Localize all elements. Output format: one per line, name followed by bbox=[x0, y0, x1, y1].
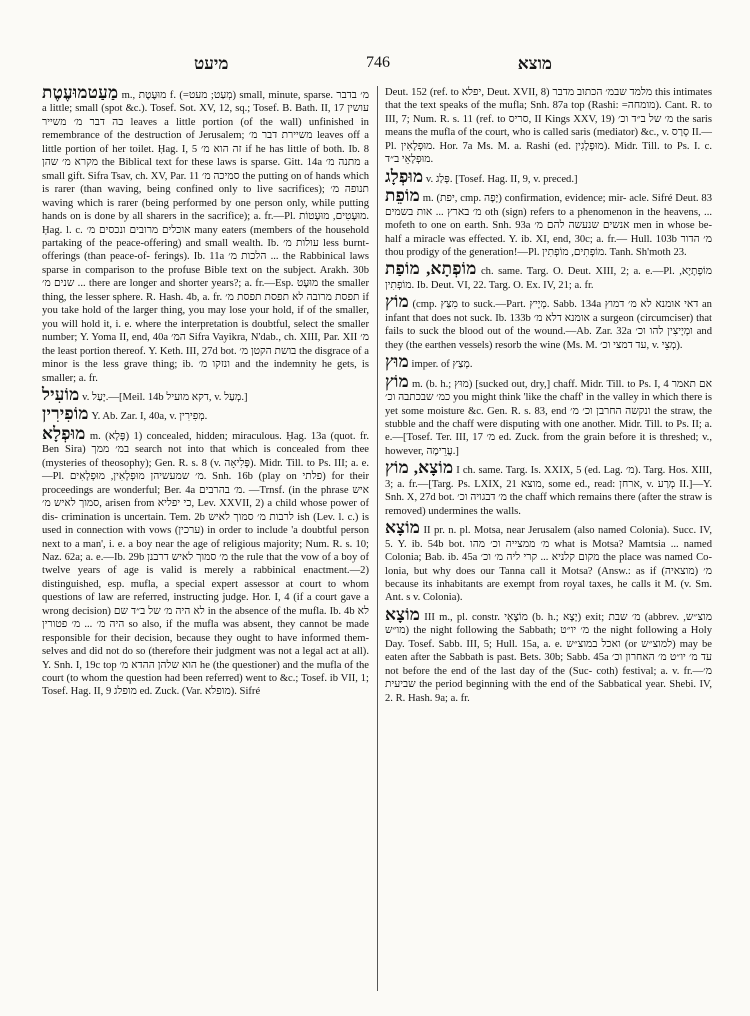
entry-text-line: special expert assessor at court to whom questions of law bbox=[42, 578, 369, 604]
dictionary-entry bbox=[385, 352, 712, 372]
entry-text-line: order to include 'a doubtful person next to a man', i. e. bbox=[42, 525, 369, 550]
entry-text-line: half a miracle was effected. Y. ib. XI, end, 30c; a. fr.— bbox=[385, 233, 628, 245]
entry-headword: מוֹפֵת bbox=[385, 186, 420, 206]
dictionary-entry bbox=[42, 423, 370, 699]
dictionary-entry bbox=[42, 384, 369, 404]
entry-text-line: (cmp. מִצַּץ to suck.—Part. מְיָיץ. Sabb. 134a דאי bbox=[412, 299, 699, 311]
entry-text-line: כי יפליא, Lev. XXVII, 2) a child whose power of dis- bbox=[42, 498, 369, 523]
entry-text-line: selves and did not do so (therefore their judgment was bbox=[42, 646, 276, 658]
entry-text-line: VII, 1; Tosef. Hag. II, 9 מופלג ed. Zuck. (Var. מופלא). Sifré bbox=[42, 673, 369, 698]
entry-text-line: what is Motsa? Mamtsia ... named Colonia; Bab. ib. 45a bbox=[385, 538, 712, 564]
entry-text-line: m. (יפת, cmp. יָפָה) confirmation, evidence; mir- bbox=[422, 193, 627, 205]
entry-text-line: ch. same. Targ. O. Deut. XIII, 2; a. bbox=[480, 266, 641, 278]
entry-text-line: לא תפסת תפסת מ׳ if you take hold of the larger thing, bbox=[42, 291, 370, 317]
entry-text-line: מ׳ יו״ט the night following a Holy Day. Tosef. Sabb. III, bbox=[385, 625, 712, 650]
entry-text-line: waving, being confined only to live sacrifices); תנופה מ׳ bbox=[107, 184, 369, 196]
entry-text-line: v. פְּלַג. [Tosef. Hag. II, 9, v. preced.] bbox=[425, 173, 578, 185]
entry-text-line: Hash. 9a; a. fr. bbox=[407, 692, 470, 704]
entry-text-line: מ׳ האחרון וכ׳ not before the end of the last day of the (Suc- bbox=[385, 652, 667, 677]
entry-text-line: a boy near the age of religious majority; Num. R. s. 10; bbox=[128, 538, 369, 550]
entry-text-line: אומנא דלא מ׳ a surgeon (circumciser) that fails to suck the blood bbox=[385, 312, 713, 338]
entry-text-line: Y. Keth. III, 27d bot. בושת הקטן מ׳ the disgrace of a minor bbox=[42, 345, 369, 371]
entry-text-line: the wall) unfinished in remembrance of the destruction bbox=[42, 116, 369, 142]
entry-text-line: sparse in comparison to the profuse Bible text on the bbox=[42, 264, 280, 276]
entry-text-line: Gitt. 14a מתנה מ׳ a small gift. Sifra Tsav, ch. XV, Par. 11 bbox=[42, 157, 369, 182]
header-left-word: מיעט bbox=[194, 54, 229, 73]
entry-text-line: you may lose your hold, if of the smaller, you will hold bbox=[42, 305, 369, 330]
entry-text-line: only, while putting hands on is done by all sharers in bbox=[42, 197, 369, 223]
entry-text-line: Deut. 152 (ref. to יפלא, Deut. XVII, 8) מלמד שבמ׳ הכתוב bbox=[385, 87, 653, 98]
entry-text-line: of Jerusalem; משיירת דבר מ׳ leaves off a little portion of bbox=[42, 130, 369, 155]
entry-headword: מוֹפְתָא, מוֹפַת bbox=[385, 259, 477, 279]
entry-text-line: gets, is smaller; a. fr. bbox=[42, 359, 369, 384]
entry-text-line: to Ps. I, 4 אם תאמר כמ׳ שבכתבה וכ׳ you might think 'like bbox=[385, 378, 713, 404]
entry-text-line: which is concealed from thee (mysteries of theosophy); bbox=[42, 444, 369, 469]
entry-text-line: smaller number; Y. Yoma II, end, 40a המ׳ Sifra Vayikra, bbox=[42, 318, 369, 344]
entry-text-line: מ׳ שמעשיהן מוּפְלָאִין, מוּפְלָאִים. Snh. 16b (play on פלתי) for bbox=[69, 471, 344, 483]
entry-text-line: 5; Hull. 15a, a. e. ואכל במוצ״ש (or למוצ״ש) may be eaten bbox=[385, 638, 712, 664]
entry-text-line: their proceedings are wonderful; Ber. 4a מ׳ בהרבים. bbox=[42, 471, 369, 496]
entry-text-line: out of the wound.—Ab. Zar. 32a ומְיָיצִין להו וכ׳ and they bbox=[385, 326, 712, 351]
entry-text-line: from the grain before it is threshed; v., however, עֲרֵימָה.] bbox=[385, 432, 712, 457]
entry-text-line: with the end of the Sabbatical year. Shebi. IV, 2. R. bbox=[385, 679, 712, 704]
entry-text-line: &c. Gen. R. s. 83, end ונקשה החרבן וכ׳ מ׳ the straw, the bbox=[468, 405, 712, 417]
entry-text-line: אומנא לא מ׳ דמוץ an infant that does not suck. Ib. 133b bbox=[385, 299, 712, 324]
entry-text-line: a wrong decision) לא היה מ׳ של ב״ד שם in the absence of bbox=[42, 592, 369, 617]
entry-text-line: e.—Pl. מוֹפְתָיָא, מוֹפְתִין. Ib. Deut. VI, 22. Targ. O. Ex. IV, bbox=[385, 266, 713, 291]
entry-text-line: imper. of מְצַץ. bbox=[411, 359, 473, 371]
entry-text-line: 21; a. fr. bbox=[558, 279, 594, 291]
dictionary-entry bbox=[385, 371, 713, 459]
entry-text-line: Y. Ab. Zar. I, 40a, v. מְפִירִין. bbox=[91, 411, 208, 423]
entry-headword: מוֹצָא, מוֹץ bbox=[385, 458, 454, 478]
entry-text-line: מ׳). Targ. Hos. XIII, 3; a. fr.—[Targ. Ps. LXIX, 21 מוצא, bbox=[385, 465, 712, 490]
entry-text-line: מקום קלניא ... קרי ליה מ׳ וכ׳ the place was named Co- bbox=[480, 552, 712, 564]
entry-text-line: it, i. e. where the interpretation is doubtful, select the bbox=[103, 318, 335, 330]
entry-text-line: their decision, because they ought to have informed them- bbox=[110, 632, 369, 644]
entry-text-line: Midr. Till. to Ps. II; a. e.—[Tosef. Ter. III, 17 מ׳ ed. Zuck. bbox=[385, 418, 712, 444]
entry-text-line: earth. Snh. 93a אנשים שנעשה להם מ׳ men in whose be- bbox=[464, 220, 713, 232]
entry-text-line: the saris means the mufla of the court, who is called bbox=[385, 113, 712, 139]
column-divider bbox=[377, 86, 378, 991]
page-number: 746 bbox=[366, 54, 390, 71]
entry-headword: מַעַטמוּעֶטֶת bbox=[42, 83, 119, 102]
header-right-word: מוצא bbox=[517, 54, 552, 73]
entry-text-line: and shorter years?; a. fr.—Esp. מוּעָט the smaller bbox=[160, 278, 369, 290]
entry-text-line: from royal taxes, he calls it M. (v. Sm. Ant. s v. Colonia). bbox=[385, 578, 712, 604]
entry-text-line: R. s. 11 (ref. to סריס, II Kings XXV, 19) מ׳ של ב״ד וכ׳ bbox=[439, 113, 674, 125]
entry-text-line: Naz. 62a; a. e.—Ib. 29b מ׳ סמוך לאיש דרבנן the rule that bbox=[42, 551, 283, 563]
entry-text-line: (the earthen vessels) resorb the wine (Ms. M. עד דמצי bbox=[405, 339, 647, 351]
entry-text-line: ferings). Ib. 11a הלכות מ׳ ... the Rabbinical laws bbox=[154, 251, 370, 263]
entry-text-line: not a legal act at all). Y. Snh. I, 19c top הוא שלהן ההדא bbox=[42, 646, 369, 671]
entry-text-line: Hull. 103b מ׳ הדור thou prodigy of the generation!—Pl. bbox=[385, 233, 712, 258]
entry-headword: מוֹץ bbox=[385, 292, 409, 312]
entry-text-line: wealth. Ib. עולות מ׳ less burnt-offerings (than peace-of- bbox=[42, 237, 369, 263]
entry-text-line: acle. Sifré Deut. 83 מ׳ בארץ ... אות בשמים oth (sign) refers bbox=[385, 193, 712, 218]
entry-text-line: saris (mediator) &c., v. סְרַס II.—Pl. מוּפְלָאִין. Hor. 7a Ms. bbox=[385, 127, 713, 152]
entry-text-line: וכ׳, v. מְצֵי). bbox=[600, 339, 683, 351]
dictionary-entry bbox=[42, 404, 369, 424]
entry-text-line: m. (b. h.; מוּץ) [sucked out, dry,] chaff. Midr. Till. bbox=[411, 378, 625, 390]
entry-headword: מוֹצָא bbox=[385, 604, 421, 624]
entry-text-line: thing, the lesser sphere. R. Hash. 4b, a. fr. תפסת מרובה bbox=[42, 291, 360, 303]
entry-text-line: m., מוּעֶטֶת f. (=מְעַט; מעט) small, minute, sparse. bbox=[121, 90, 333, 101]
dictionary-entry bbox=[385, 292, 713, 352]
entry-text-line: the sacrifice); a. fr.—Pl. מוּעָטִים, מוּעָטוֹת. Ḥag. l. c. bbox=[42, 211, 370, 236]
entry-text-line: אוכלים מרובים ונכסים מ׳ many eaters (members of the bbox=[86, 224, 322, 236]
entry-text-line: are referred, instructing judge. Hor. I, 4 (if a court gave bbox=[117, 592, 361, 604]
right-column bbox=[385, 86, 712, 886]
entry-text-line: her toilet. Ḥag. I, 5 זה הוא מ׳ if he has little of both. Ib. 8 bbox=[112, 143, 370, 155]
entry-text-line: מ׳ דבגויה וכ׳ the chaff which remains there (after the bbox=[457, 492, 677, 504]
entry-text-line: שבת (abbrev. מוצ״ש, מו״ש) the night following the Sabbath; bbox=[385, 611, 712, 637]
entry-headword: מוּפְלָג bbox=[385, 166, 424, 186]
entry-text-line: מ׳ (מוצאיה) because its inhabitants are exempt bbox=[385, 565, 712, 590]
entry-text-line: —Trnsf. (in the phrase איש סמוך לאיש מ׳, arisen from bbox=[42, 484, 369, 510]
entry-headword: מוֹצָא bbox=[385, 518, 421, 538]
entry-text-line: coth) festival; a. v. fr.—מ׳ שביעית the period beginning bbox=[385, 665, 712, 691]
entry-text-line: lonia, but why does our Tanna call it Motsa? (Answ.: as if bbox=[385, 565, 657, 577]
entry-text-line: Snh. 87a top (Rashi: =מומחה). Cant. R. to III, 7; Num. bbox=[385, 100, 713, 125]
entry-text-line: subject. Arakh. 30b שנים מ׳ ... there are longer bbox=[42, 264, 369, 290]
entry-text-line: N'dab., ch. XIII, Par. XII מ׳ the least portion thereof. bbox=[42, 332, 369, 357]
entry-text-line: מ׳ בדבר a little; small (spot &c.). Tosef. Sot. XV, 12, sq.; Tosef. bbox=[42, 90, 369, 115]
entry-text-line: crimination is uncertain. Tem. 2b לרבות מ׳ סמוך לאיש bbox=[61, 511, 294, 523]
entry-text-line: some ed., read: ארחן, v. מְרַע II.]—Y. Snh. X, 27d bot. bbox=[385, 478, 712, 504]
entry-headword: מוֹעִיל bbox=[42, 384, 80, 404]
dictionary-entry bbox=[42, 83, 370, 385]
entry-text-line: the question had been referred) went to &c.; Tosef. ib bbox=[110, 673, 338, 685]
entry-text-line: Colonia). Succ. IV, 5. Y. ib. 54b bot. מ׳ ממצייה וכ׳ מהו bbox=[385, 525, 712, 550]
entry-headword: מוּץ bbox=[385, 352, 409, 372]
entry-text-line: v. יָעַל.—[Meil. 14b דקא מועיל, v. מְעַל.] bbox=[82, 391, 248, 403]
entry-text-line: a rabbinical enactment.—2) distinguished, esp. mufla, a bbox=[42, 565, 369, 590]
entry-text-line: the mufla. Ib. 4b לא היה מ׳ ... מ׳ פטורין so also, if the bbox=[42, 605, 369, 631]
entry-text-line: III m., pl. constr. מוֹצָאֵי (b. h.; יָצָא) exit; מ׳ bbox=[424, 611, 641, 623]
entry-text-line: ish (Lev. l. c.) is used in connection with vows (ערכין) in bbox=[42, 511, 369, 537]
entry-headword: מוּפְלָא bbox=[42, 423, 86, 443]
entry-text-line: מדבר this intimates that the text speaks of the mufla; bbox=[385, 87, 712, 112]
page-header bbox=[44, 54, 712, 80]
entry-text-line: m. (פָּלָא) 1) concealed, hidden; miraculous. Ḥag. bbox=[89, 430, 307, 442]
entry-text-line: Gen. R. s. 8 (v. פְּלִיאָה). Midr. Till. to Ps. III; a. e.—Pl. bbox=[42, 457, 370, 483]
dictionary-entry bbox=[385, 186, 713, 259]
dictionary-entry bbox=[385, 86, 712, 167]
dictionary-entry bbox=[385, 604, 712, 705]
entry-text-line: stubble and the chaff were disputing with one another. bbox=[385, 418, 617, 430]
entry-text-line: is the less grave thing; ib. ונזקו מ׳ and the indemnity he bbox=[72, 359, 332, 371]
entry-text-line: 13a (quot. fr. Ben Sira) במ׳ ממך search not into that bbox=[42, 430, 369, 456]
entry-text-line: mufla was absent, they cannot be made responsible for bbox=[42, 619, 369, 644]
entry-text-line: מ׳ he (the questioner) and the mufla of the court (to whom bbox=[42, 659, 370, 685]
entry-text-line: the vow of a boy of twelve years of age is valid is merely bbox=[42, 551, 370, 577]
dictionary-entry bbox=[385, 458, 713, 518]
entry-text-line: after the Sabbath is past. Bets. 30b; Sabb. 45a עד מ׳ יו״ט bbox=[410, 652, 712, 664]
entry-text-line: I ch. same. Targ. Is. XXIX, 5 (ed. Lag. bbox=[456, 465, 623, 477]
entry-text-line: to a phenomenon in the heavens, ... mofeth to one on bbox=[385, 206, 713, 232]
entry-text-line: the chaff' in the valley in which there is yet some moisture bbox=[385, 392, 712, 417]
dictionary-entry bbox=[385, 259, 713, 292]
dictionary-entry bbox=[385, 166, 712, 186]
entry-text-line: מקרא מ׳ שהן the Biblical text for these laws is sparse. bbox=[42, 157, 281, 169]
entry-text-line: מוֹפְתִים, מוֹפְתִין. Tanh. Sh'moth 23. bbox=[542, 246, 687, 258]
entry-text-line: M. a. Rashi (ed. מוּפְלָגִין). Midr. Till. to Ps. I. c. מוּפְלָאֵי ב״ד. bbox=[385, 140, 713, 166]
entry-text-line: B. Bath. II, 17 עושין בה דבר מ׳ משייר leaves a little portion (of bbox=[42, 103, 370, 128]
left-column bbox=[42, 83, 370, 986]
entry-text-line: household partaking of the peace-offering) and small bbox=[42, 224, 369, 249]
entry-headword: מוֹפִירִין bbox=[42, 404, 89, 424]
entry-text-line: straw is removed) undermines the walls. bbox=[385, 492, 713, 517]
dictionary-entry bbox=[385, 518, 712, 605]
entry-text-line: סמיכה מ׳ the putting on of hands which is rarer (than bbox=[42, 170, 369, 196]
entry-headword: מוֹץ bbox=[385, 371, 409, 391]
entry-text-line: II pr. n. pl. Motsa, near Jerusalem (also named bbox=[423, 525, 627, 537]
entry-text-line: waving which is rarer (being performed by one person bbox=[42, 197, 283, 209]
